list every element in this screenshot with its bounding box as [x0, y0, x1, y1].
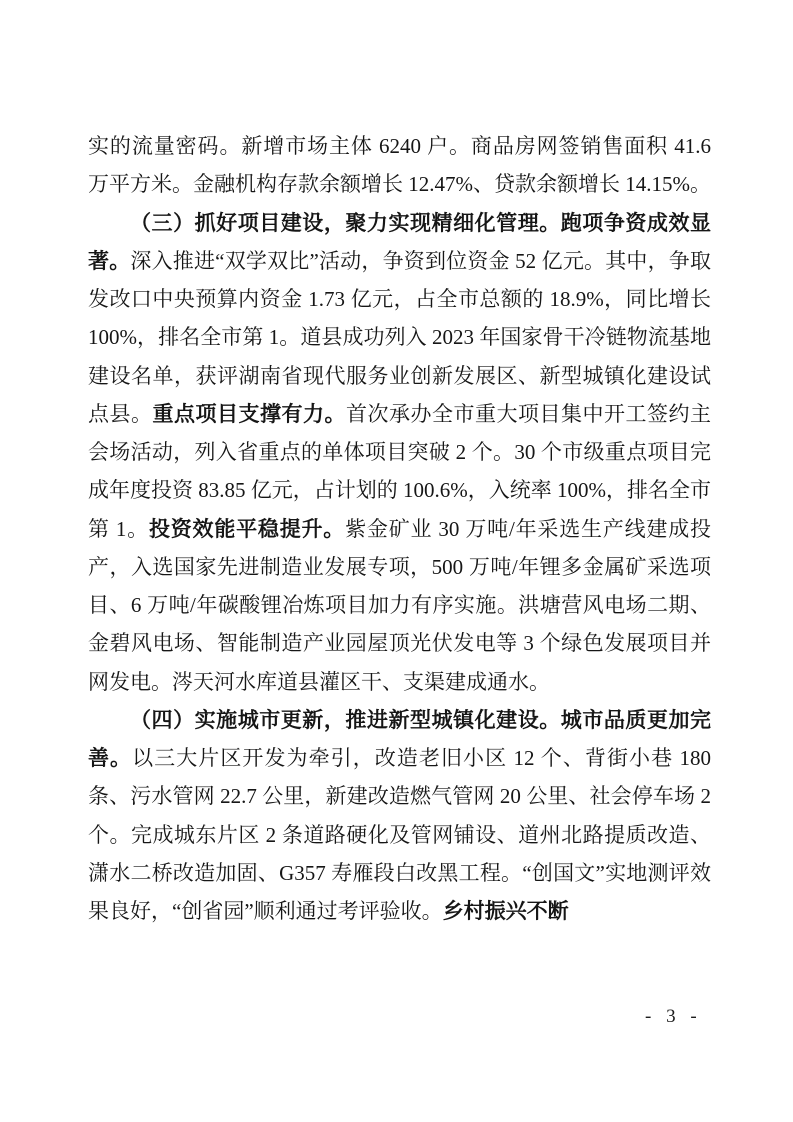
- emphasis-run: 重点项目支撑有力。: [152, 401, 346, 426]
- text-run: 实的流量密码。新增市场主体 6240 户。商品房网签销售面积 41.6 万平方米。金融机构存款余额增长 12.47%、贷款余额增长 14.15%。: [88, 134, 711, 197]
- page-number: - 3 -: [645, 1006, 702, 1027]
- emphasis-run: 投资效能平稳提升。: [148, 516, 346, 541]
- emphasis-run: 乡村振兴不断: [442, 899, 569, 923]
- paragraph: [88, 701, 711, 931]
- text-run: 深入推进“双学双比”活动，争资到位资金 52 亿元。其中，争取发改口中央预算内资金 1.73 亿元，占全市总额的 18.9%，同比增长 100%，排名全市第 1。道县成功列入 2023 年国家骨干冷链物流基地建设名单，获评湖南省现代服务业创新发展区、新型城镇化建设试点县。: [88, 248, 711, 426]
- emphasis-run: 跑项争资成效显著。: [88, 210, 712, 273]
- emphasis-run: （三）抓好项目建设，聚力实现精细化管理。: [130, 210, 561, 235]
- emphasis-run: （四）实施城市更新，推进新型城镇化建设。: [130, 707, 561, 732]
- paragraph: [88, 204, 711, 701]
- emphasis-run: 城市品质更加完善。: [88, 707, 712, 770]
- text-run: 紫金矿业 30 万吨/年采选生产线建成投产，入选国家先进制造业发展专项，500 万吨/年锂多金属矿采选项目、6 万吨/年碳酸锂冶炼项目加力有序实施。洪塘营风电场二期、金碧风电场、智能制造产业园屋顶光伏发电等 3 个绿色发展项目并网发电。涔天河水库道县灌区干、支渠建成通水。: [88, 516, 711, 694]
- text-run: 以三大片区开发为牵引，改造老旧小区 12 个、背街小巷 180 条、污水管网 22.7 公里，新建改造燃气管网 20 公里、社会停车场 2 个。完成城东片区 2 条道路硬化及管网铺设、道州北路提质改造、潇水二桥改造加固、G357 寿雁段白改黑工程。“创国文”实地测评效果良好，“创省园”顺利通过考评验收。: [88, 746, 711, 923]
- paragraph: [88, 127, 711, 204]
- report-body: [88, 127, 711, 930]
- text-run: 首次承办全市重大项目集中开工签约主会场活动，列入省重点的单体项目突破 2 个。30 个市级重点项目完成年度投资 83.85 亿元，占计划的 100.6%，入统率 100%，排名全市第 1。: [88, 401, 712, 541]
